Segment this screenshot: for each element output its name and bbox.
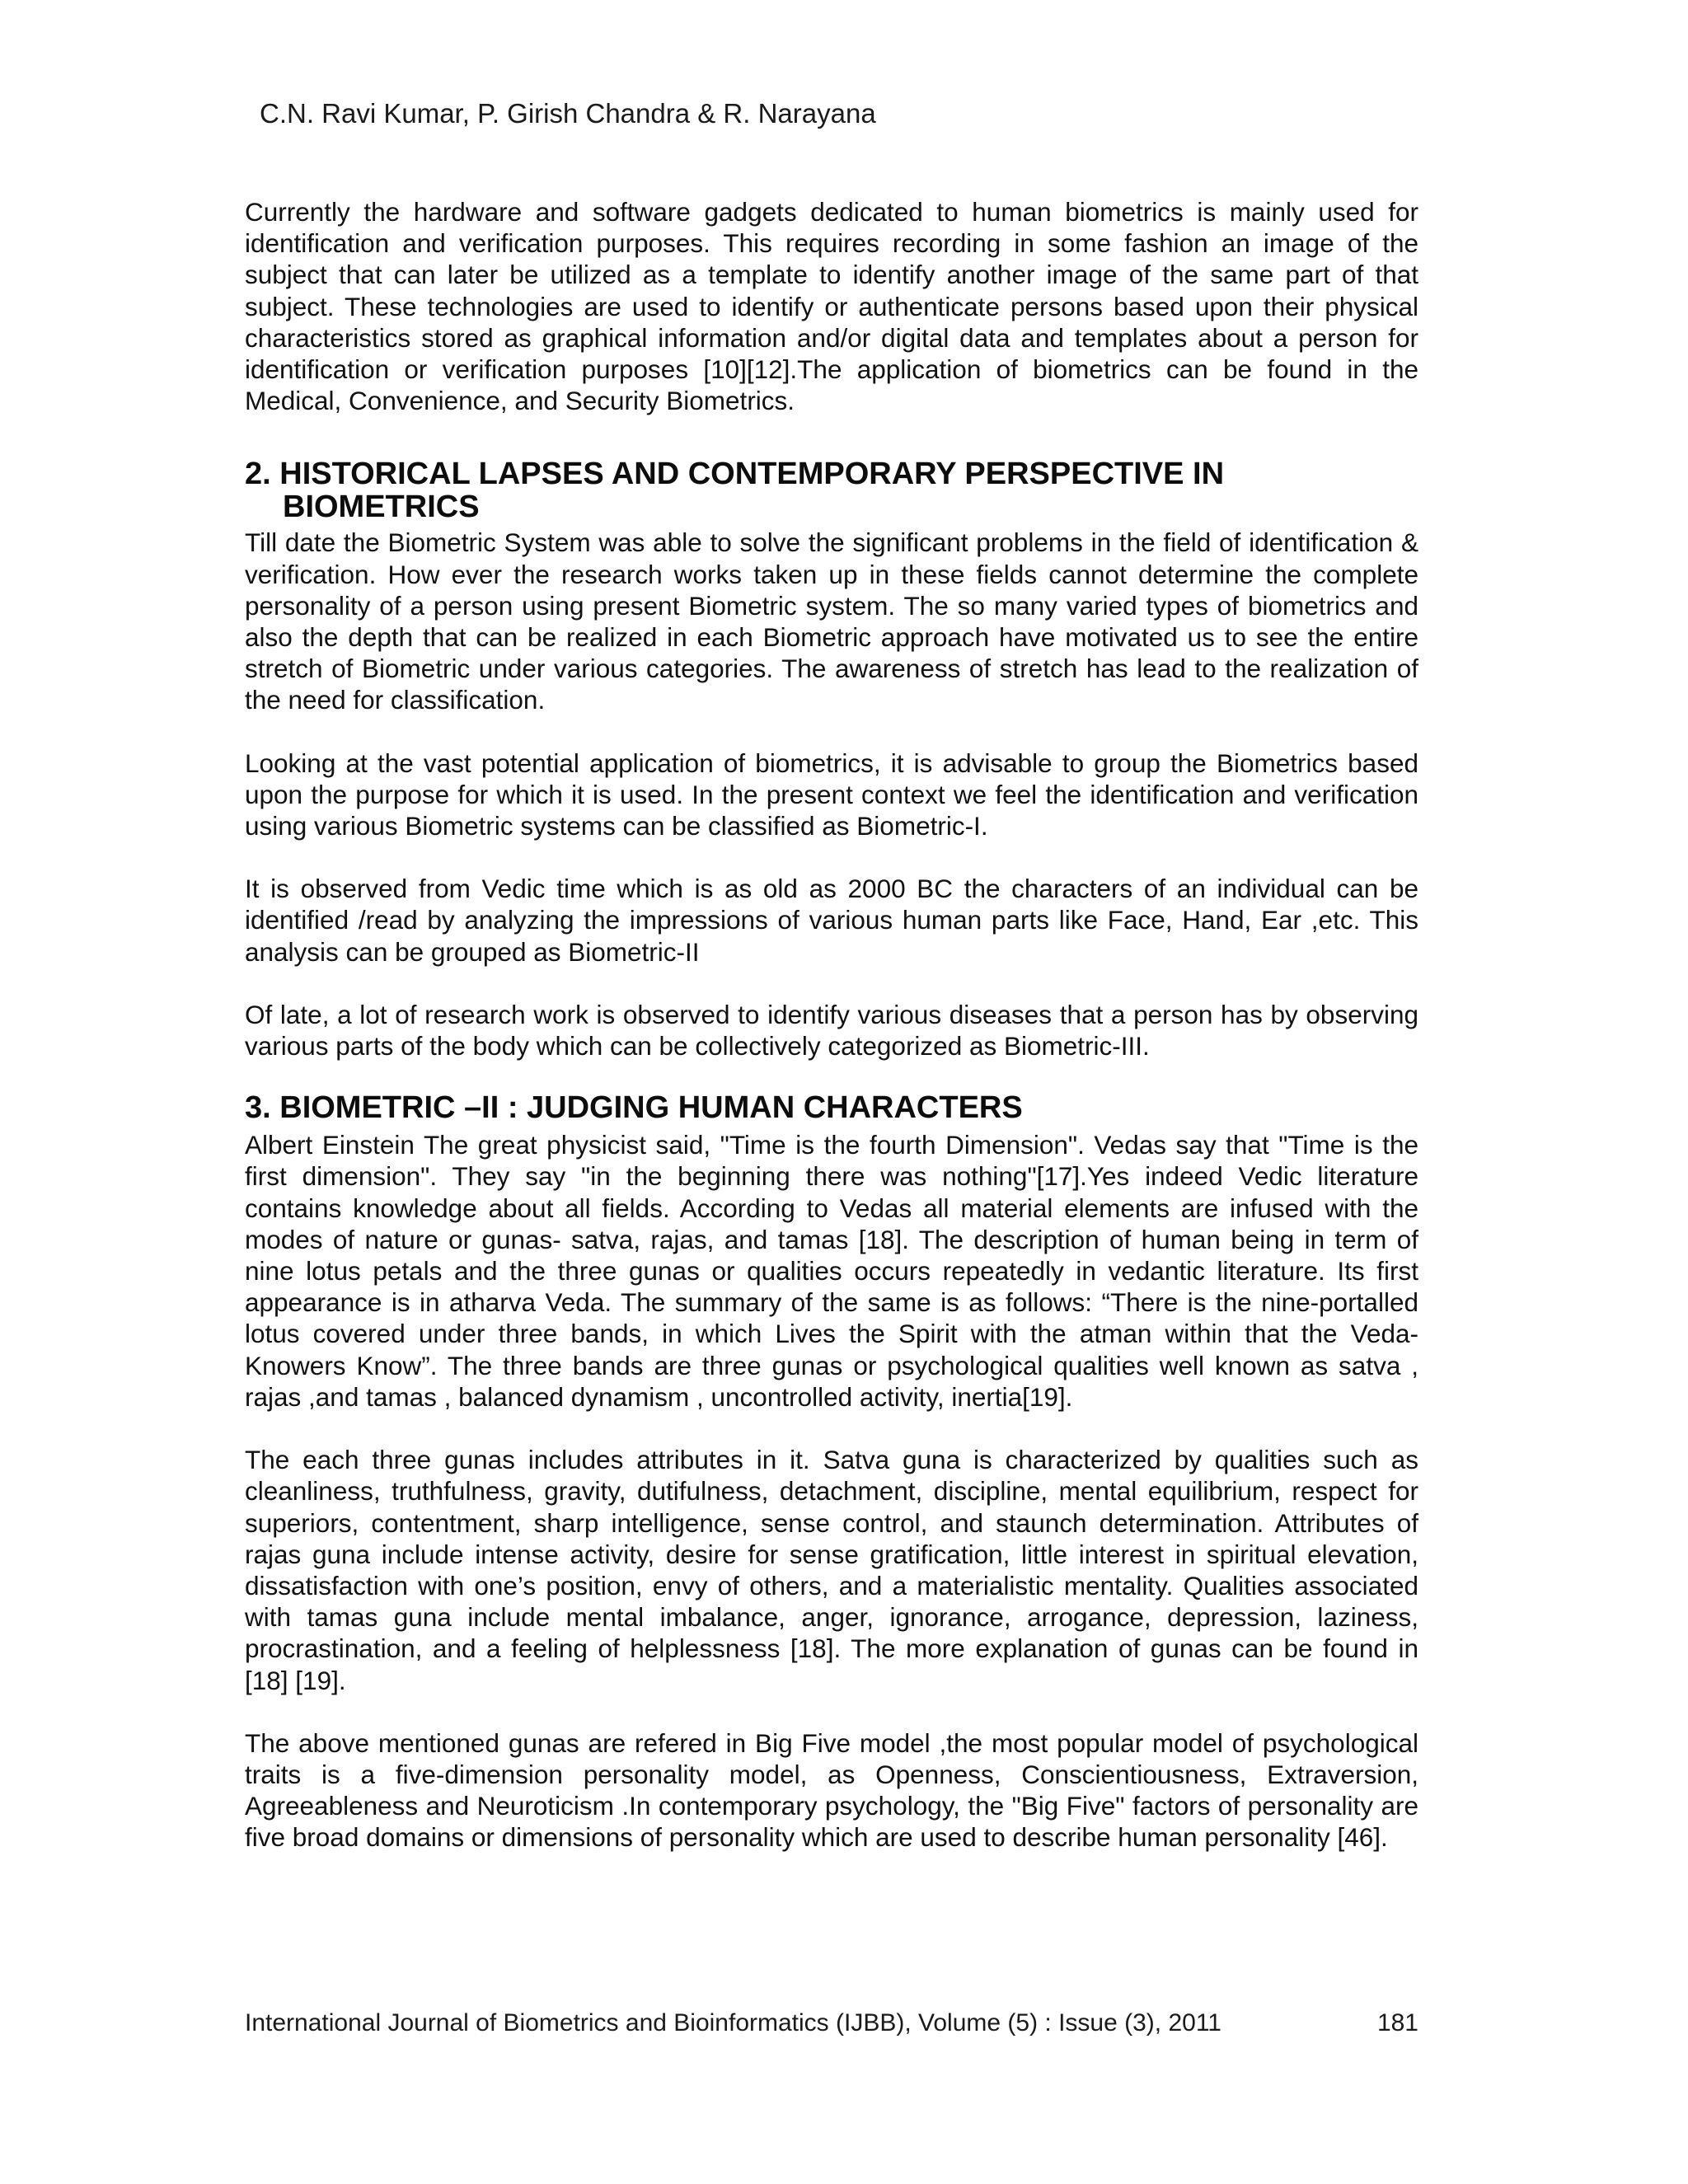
- section-3-paragraph: The each three gunas includes attributes in it. Satva guna is characterized by qualities such as cleanliness, truthfulness, gravity, dutifulness, detachment, discipline, mental equilibrium, respect for superiors, contentment, sharp intelligence, sense control, and staunch determination. Attributes of rajas guna include intense activity, desire for sense gratification, little interest in spiritual elevation, dissatisfaction with one’s position, envy of others, and a materialistic mentality. Qualities associated with tamas guna include mental imbalance, anger, ignorance, arrogance, depression, laziness, procrastination, and a feeling of helplessness [18]. The more explanation of gunas can be found in [18] [19].: [245, 1445, 1418, 1695]
- section-3-heading: 3. BIOMETRIC –II : JUDGING HUMAN CHARACTERS: [245, 1090, 1023, 1126]
- section-2-heading-line1: 2. HISTORICAL LAPSES AND CONTEMPORARY PERSPECTIVE IN: [245, 457, 1225, 492]
- section-3-paragraph: Albert Einstein The great physicist said, "Time is the fourth Dimension". Vedas say that "Time is the first dimension". They say "in the beginning there was nothing"[17].Yes indeed Vedic literature contains knowledge about all fields. According to Vedas all material elements are infused with the modes of nature or gunas- satva, rajas, and tamas [18]. The description of human being in term of nine lotus petals and the three gunas or qualities occurs repeatedly in vedantic literature. Its first appearance is in atharva Veda. The summary of the same is as follows: “There is the nine-portalled lotus covered under three bands, in which Lives the Spirit with the atman within that the Veda-Knowers Know”. The three bands are three gunas or psychological qualities well known as satva , rajas ,and tamas , balanced dynamism , uncontrolled activity, inertia[19].: [245, 1130, 1418, 1412]
- footer-journal-citation: International Journal of Biometrics and Bioinformatics (IJBB), Volume (5) : Issue (3), 2011: [245, 2009, 1221, 2036]
- section-2-heading: [245, 457, 1418, 523]
- running-header-authors: C.N. Ravi Kumar, P. Girish Chandra & R. Narayana: [260, 98, 876, 129]
- body-column: [245, 196, 1418, 1854]
- footer-page-number: 181: [1376, 2009, 1418, 2036]
- section-2-paragraph: It is observed from Vedic time which is as old as 2000 BC the characters of an individual can be identified /read by analyzing the impressions of various human parts like Face, Hand, Ear ,etc. This analysis can be grouped as Biometric-II: [245, 874, 1418, 967]
- intro-paragraph: Currently the hardware and software gadgets dedicated to human biometrics is mainly used for identification and verification purposes. This requires recording in some fashion an image of the subject that can later be utilized as a template to identify another image of the same part of that subject. These technologies are used to identify or authenticate persons based upon their physical characteristics stored as graphical information and/or digital data and templates about a person for identification or verification purposes [10][12].The application of biometrics can be found in the Medical, Convenience, and Security Biometrics.: [245, 197, 1418, 416]
- section-2-heading-line2: BIOMETRICS: [283, 490, 480, 525]
- section-2-paragraph: Of late, a lot of research work is observed to identify various diseases that a person has by observing various parts of the body which can be collectively categorized as Biometric-III.: [245, 999, 1418, 1062]
- section-2-paragraph: Till date the Biometric System was able to solve the significant problems in the field of identification & verification. How ever the research works taken up in these fields cannot determine the complete personality of a person using present Biometric system. The so many varied types of biometrics and also the depth that can be realized in each Biometric approach have motivated us to see the entire stretch of Biometric under various categories. The awareness of stretch has lead to the realization of the need for classification.: [245, 527, 1418, 715]
- section-3-paragraph: The above mentioned gunas are refered in Big Five model ,the most popular model of psychological traits is a five-dimension personality model, as Openness, Conscientiousness, Extraversion, Agreeableness and Neuroticism .In contemporary psychology, the "Big Five" factors of personality are five broad domains or dimensions of personality which are used to describe human personality [46].: [245, 1727, 1418, 1853]
- section-2-paragraph: Looking at the vast potential application of biometrics, it is advisable to group the Biometrics based upon the purpose for which it is used. In the present context we feel the identification and verification using various Biometric systems can be classified as Biometric-I.: [245, 748, 1418, 841]
